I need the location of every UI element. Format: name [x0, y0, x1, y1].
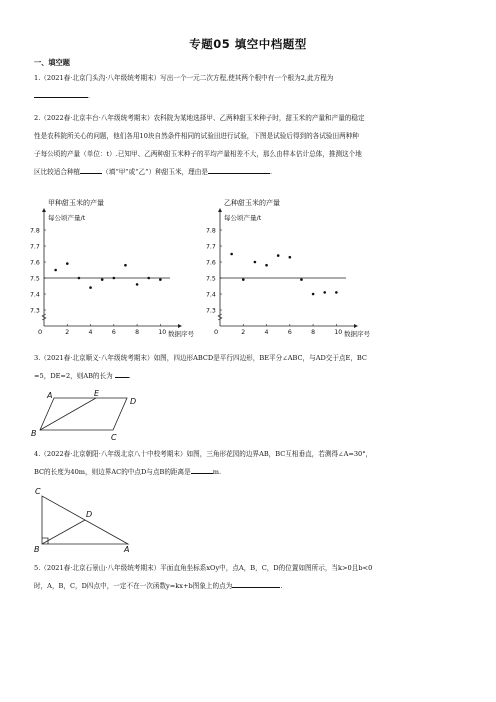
section-heading: 一、填空题	[34, 58, 70, 67]
data-point	[147, 277, 150, 280]
y-tick-label: 7.5	[206, 275, 216, 283]
x-axis-arrow	[354, 324, 358, 328]
label-b: B	[31, 429, 37, 438]
axis-break	[218, 314, 222, 320]
answer-blank-reason[interactable]	[208, 165, 273, 176]
data-point	[89, 286, 92, 289]
label-c: C	[111, 433, 117, 442]
punctuation: .	[88, 92, 91, 100]
label-a: A	[47, 391, 53, 400]
y-axis-label: 每公顷产量/t	[48, 214, 86, 222]
label-d: D	[86, 510, 93, 519]
data-point	[113, 277, 116, 280]
y-tick-label: 7.8	[206, 227, 216, 235]
question-4-line-2	[34, 464, 464, 481]
x-axis-arrow	[178, 324, 182, 328]
y-axis-arrow	[218, 208, 222, 212]
data-point	[230, 253, 233, 256]
data-point	[335, 291, 338, 294]
question-2-line-1: 2.（2022春·北京丰台·八年级统考期末）农科院为某地选择甲、乙两种甜玉米种子时，甜玉米的产量和产量的稳定	[34, 114, 365, 122]
label-d: D	[130, 397, 137, 406]
punctuation: .	[128, 372, 131, 380]
question-1	[34, 70, 464, 87]
yield-charts	[28, 196, 468, 344]
x-axis-label: 数据序号	[168, 330, 194, 338]
x-axis-label: 数据序号	[344, 330, 370, 338]
x-tick-label: 6	[287, 329, 292, 336]
question-3-text: =5，DE=2，则AB的长为	[34, 372, 113, 380]
axis-break	[42, 314, 46, 320]
y-tick-label: 7.4	[206, 291, 216, 299]
question-5-text: 时，A，B，C，D四点中，一定不在一次函数y=kx+b图象上的点为	[34, 582, 233, 590]
y-tick-label: 7.3	[30, 307, 40, 315]
question-2-line-2: 性是农科院所关心的问题，他们各用10块自然条件相同的试验田进行试验，下图是试验后得到的各试验田两种种	[34, 132, 359, 140]
median-bd	[42, 520, 85, 544]
data-point	[265, 264, 268, 267]
y-tick-label: 7.7	[30, 243, 40, 251]
punctuation: .	[280, 582, 283, 590]
x-tick-label: 10	[334, 329, 343, 336]
x-tick-label: 4	[264, 329, 269, 336]
data-point	[159, 278, 162, 281]
answer-blank[interactable]	[34, 89, 91, 100]
y-tick-label: 7.6	[30, 259, 40, 267]
bisector-be	[40, 398, 96, 430]
origin-label: 0	[214, 328, 219, 336]
x-tick-label: 2	[65, 329, 70, 336]
origin-label: 0	[38, 328, 43, 336]
chart-title: 乙种甜玉米的产量	[224, 199, 280, 207]
question-2-text-a: 区比较适合种植	[34, 168, 81, 176]
data-point	[323, 291, 326, 294]
data-point	[66, 262, 69, 265]
data-point	[136, 283, 139, 286]
page-title: 专题05 填空中档题型	[189, 37, 307, 51]
x-tick-label: 8	[311, 329, 316, 336]
data-point	[78, 277, 81, 280]
y-axis-arrow	[42, 208, 46, 212]
x-tick-label: 8	[135, 329, 140, 336]
answer-blank[interactable]	[232, 579, 283, 590]
data-point	[312, 293, 315, 296]
y-tick-label: 7.5	[30, 275, 40, 283]
answer-blank[interactable]	[115, 369, 129, 378]
data-point	[242, 278, 245, 281]
y-tick-label: 7.8	[30, 227, 40, 235]
question-2-line-4	[34, 164, 464, 181]
answer-blank[interactable]	[191, 465, 213, 474]
y-axis-label: 每公顷产量/t	[224, 214, 262, 222]
chart-title: 甲种甜玉米的产量	[48, 199, 104, 207]
x-tick-label: 2	[241, 329, 246, 336]
x-tick-label: 6	[111, 329, 116, 336]
question-5-line-1: 5.（2021春·北京石景山·八年级统考期末）平面直角坐标系xOy中，点A，B，C，D的位置如图所示，当k>0且b<0	[34, 564, 373, 572]
unit: m.	[212, 468, 222, 476]
question-3-line-2	[34, 368, 464, 385]
data-point	[277, 254, 280, 257]
data-point	[289, 256, 292, 259]
data-point	[54, 269, 57, 272]
data-point	[101, 278, 104, 281]
question-4-text: BC的长度为40m，则边界AC的中点D与点B的距离是	[34, 468, 191, 476]
label-e: E	[94, 389, 100, 398]
question-5-line-2	[34, 578, 464, 595]
data-point	[300, 278, 303, 281]
question-2-text-b: （填“甲”或“乙”）种甜玉米，理由是	[102, 168, 208, 176]
question-1-answer-line	[34, 88, 464, 105]
triangle-figure	[30, 484, 140, 556]
question-2-line-3: 子每公顷的产量（单位：t）.已知甲、乙两种甜玉米种子的平均产量相差不大，那么由样本估计总体，推测这个地	[34, 150, 362, 158]
x-tick-label: 10	[158, 329, 167, 336]
question-3-line-1: 3.（2021春·北京顺义·八年级统考期末）如图，四边形ABCD是平行四边形，BE平分∠ABC，与AD交于点E，BC	[34, 354, 367, 362]
y-tick-label: 7.6	[206, 259, 216, 267]
label-b: B	[34, 545, 40, 554]
label-a: A	[124, 545, 130, 554]
y-tick-label: 7.3	[206, 307, 216, 315]
question-4-line-1: 4.（2022春·北京朝阳·八年级北京八十中校考期末）如图，三角形花园的边界AB，BC互相垂直，若测得∠A=30°，	[34, 450, 373, 458]
chart-yi	[206, 198, 371, 338]
parallelogram-abcd	[40, 398, 127, 430]
chart-jia	[30, 198, 195, 338]
y-tick-label: 7.4	[30, 291, 40, 299]
punctuation: .	[269, 168, 273, 176]
data-point	[254, 261, 257, 264]
answer-blank-variety[interactable]	[80, 165, 102, 174]
data-point	[124, 264, 127, 267]
parallelogram-figure	[30, 388, 150, 444]
y-tick-label: 7.7	[206, 243, 216, 251]
question-1-text: 1.（2021春·北京门头沟·八年级统考期末）写出一个一元二次方程,使其两个根中有一个根为2,此方程为	[34, 74, 334, 82]
x-tick-label: 4	[88, 329, 93, 336]
label-c: C	[35, 487, 41, 496]
